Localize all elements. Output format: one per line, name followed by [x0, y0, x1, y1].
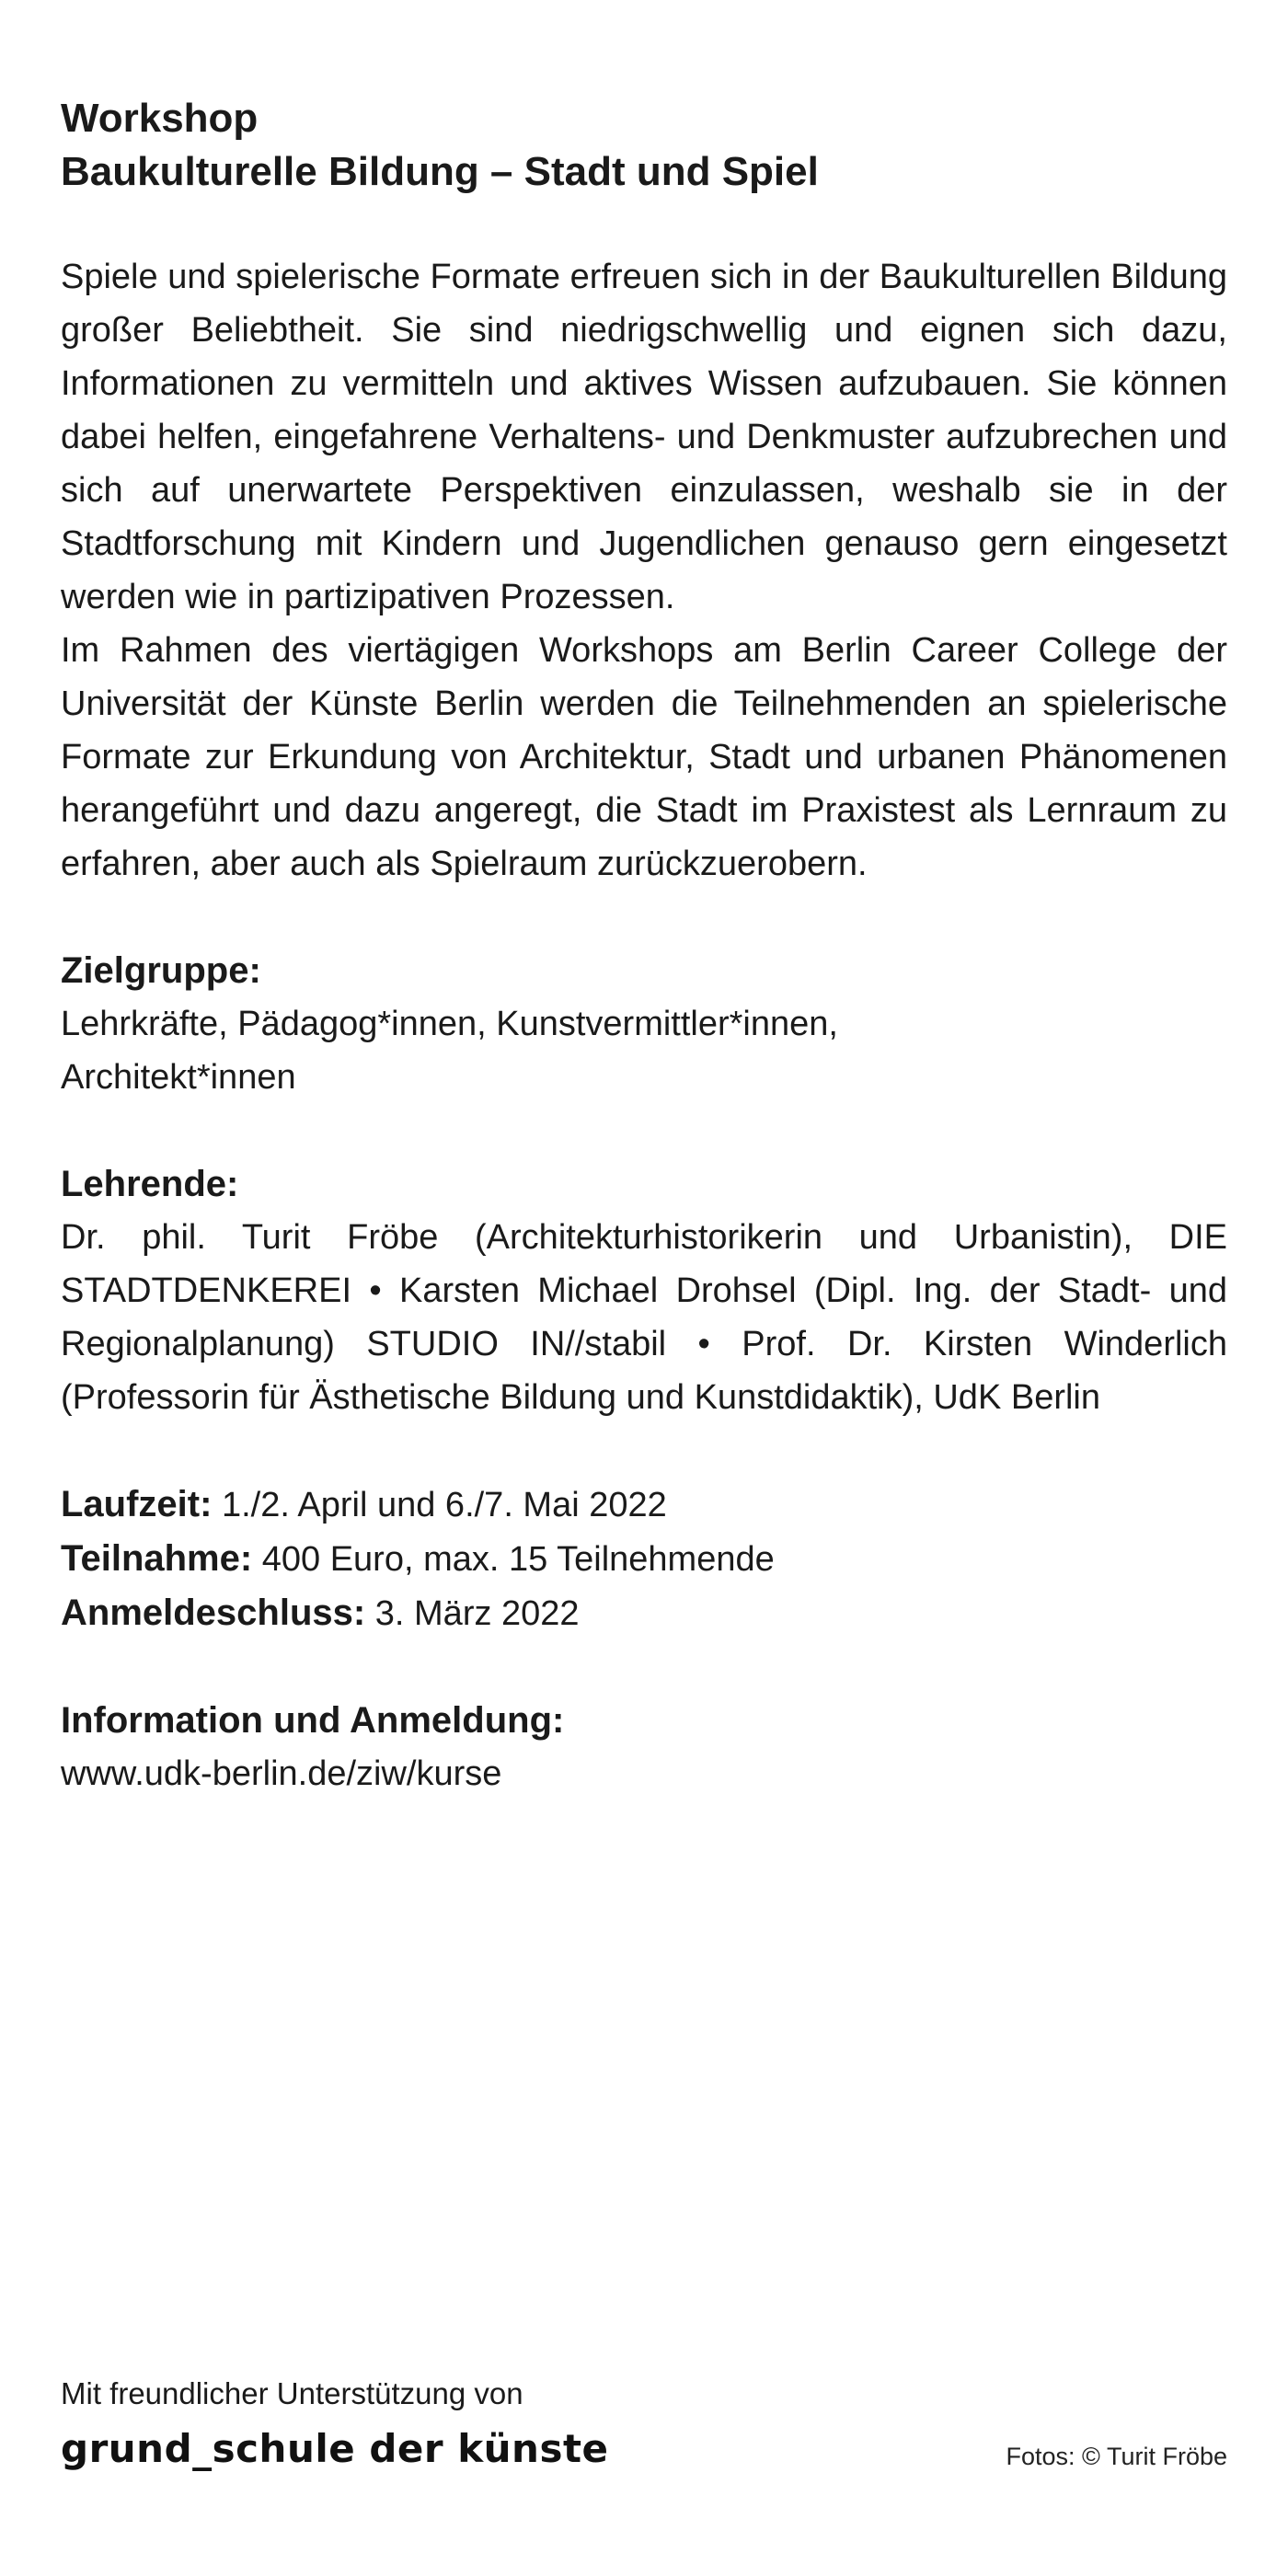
support-text: Mit freundlicher Unterstützung von — [61, 2376, 523, 2410]
fee-row — [61, 1532, 1227, 1586]
intro-paragraph-1: Spiele und spielerische Formate erfreuen sich in der Baukulturellen Bildung großer Beliebtheit. Sie sind niedrigschwellig und eignen sich dazu, Informationen zu vermitteln und aktives Wissen aufzubauen. Sie können dabei helfen, eingefahrene Verhaltens- und Denkmuster aufzubrechen und sich auf unerwartete Perspektiven einzulassen, weshalb sie in der Stadtforschung mit Kindern und Jugendlichen genauso gern eingesetzt werden wie in partizipativen Prozessen. — [61, 258, 1227, 616]
teachers-heading: Lehrende: — [61, 1164, 239, 1204]
intro-text — [61, 250, 1227, 891]
sponsor-logo: grund_schule der künste — [61, 2426, 609, 2471]
teachers-section — [61, 1157, 1227, 1424]
photo-credit: Fotos: © Turit Fröbe — [1006, 2443, 1227, 2470]
target-group-line-1: Lehrkräfte, Pädagog*innen, Kunstvermittler*innen, — [61, 1005, 838, 1043]
page-title: Baukulturelle Bildung – Stadt und Spiel — [61, 149, 819, 194]
teachers-text: Dr. phil. Turit Fröbe (Architekturhistorikerin und Urbanistin), DIE STADTDENKEREI • Karsten Michael Drohsel (Dipl. Ing. der Stadt- und Regionalplanung) STUDIO IN//stabil • Prof. Dr. Kirsten Winderlich (Professorin für Ästhetische Bildung und Kunstdidaktik), UdK Berlin — [61, 1218, 1227, 1417]
duration-label: Laufzeit: — [61, 1484, 213, 1524]
kicker-heading: Workshop — [61, 96, 259, 141]
fee-label: Teilnahme: — [61, 1538, 253, 1579]
intro-paragraph-2: Im Rahmen des viertägigen Workshops am Berlin Career College der Universität der Künste Berlin werden die Teilnehmenden an spielerische Formate zur Erkundung von Architektur, Stadt und urbanen Phänomenen herangeführt und dazu angeregt, die Stadt im Praxistest als Lernraum zu erfahren, aber auch als Spielraum zurückzuerobern. — [61, 631, 1227, 883]
info-url: www.udk-berlin.de/ziw/kurse — [61, 1754, 502, 1793]
fee-value: 400 Euro, max. 15 Teilnehmende — [252, 1540, 775, 1579]
target-group-section — [61, 944, 1227, 1104]
deadline-label: Anmeldeschluss: — [61, 1593, 366, 1633]
facts-section — [61, 1478, 1227, 1640]
target-group-heading: Zielgruppe: — [61, 950, 261, 991]
target-group-line-2: Architekt*innen — [61, 1058, 296, 1097]
info-section — [61, 1694, 1227, 1800]
deadline-row — [61, 1586, 1227, 1640]
duration-value: 1./2. April und 6./7. Mai 2022 — [212, 1486, 667, 1524]
document-page — [61, 92, 1227, 1800]
title-block — [61, 92, 1227, 199]
duration-row — [61, 1478, 1227, 1532]
deadline-value: 3. März 2022 — [365, 1594, 580, 1633]
info-heading: Information und Anmeldung: — [61, 1700, 565, 1741]
